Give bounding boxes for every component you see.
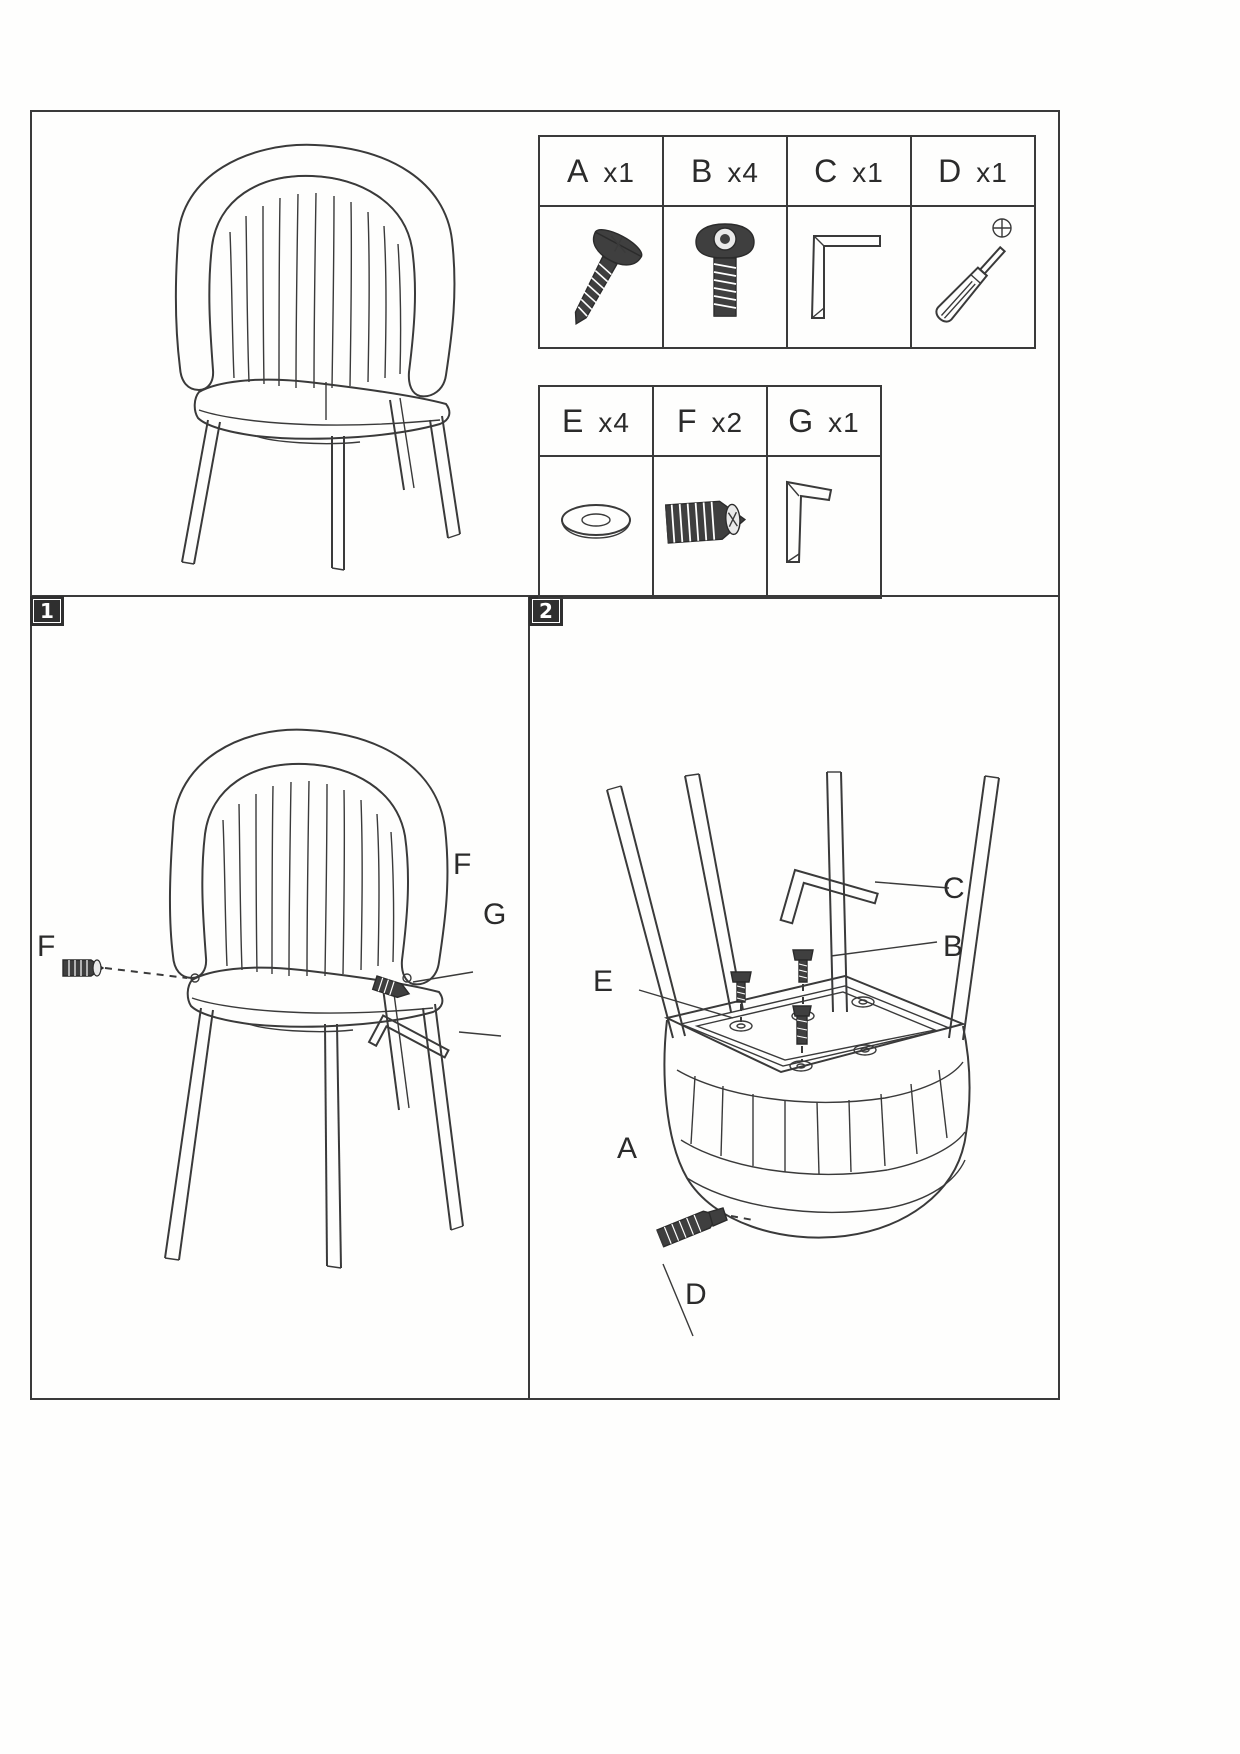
part-id-b: B: [691, 152, 714, 189]
callout-label-e: E: [593, 965, 614, 998]
part-id-d: D: [938, 152, 963, 189]
callout-label-g: G: [483, 898, 507, 931]
allen-key-icon: [767, 456, 881, 598]
flat-washer-icon: [539, 456, 653, 598]
part-id-c: C: [814, 152, 839, 189]
part-header-g: [767, 386, 881, 456]
part-qty-a: x1: [603, 156, 635, 188]
allen-key-icon: [787, 206, 911, 348]
callout-label-c: C: [943, 872, 965, 905]
callout-label-b: B: [943, 930, 964, 963]
part-qty-c: x1: [852, 156, 884, 188]
step-1-illustration: [37, 640, 515, 1360]
phillips-screwdriver-icon: [911, 206, 1035, 348]
part-id-g: G: [788, 402, 815, 439]
part-qty-e: x4: [598, 406, 630, 438]
table-row-icons: [539, 206, 1035, 348]
hardware-table-top: [538, 135, 1036, 349]
flat-head-bolt-icon: [653, 456, 767, 598]
part-id-a: A: [567, 152, 590, 189]
step-2-number: 2: [539, 599, 553, 623]
part-qty-f: x2: [711, 406, 744, 438]
part-id-e: E: [562, 402, 585, 439]
callout-label-f-left: F: [37, 930, 56, 963]
part-header-e: [539, 386, 653, 456]
callout-label-a: A: [617, 1132, 638, 1165]
part-qty-b: x4: [727, 156, 759, 188]
table-row-icons: [539, 456, 881, 598]
part-header-d: [911, 136, 1035, 206]
step-badge-1: [30, 596, 64, 626]
hardware-table-bottom: [538, 385, 882, 599]
callout-label-f-right: F: [453, 848, 472, 881]
part-qty-d: x1: [976, 156, 1008, 188]
table-row-headers: [539, 136, 1035, 206]
part-qty-g: x1: [828, 406, 860, 438]
part-header-a: [539, 136, 663, 206]
part-header-c: [787, 136, 911, 206]
socket-button-head-bolt-icon: [663, 206, 787, 348]
step-1-number: 1: [40, 599, 54, 623]
part-id-f: F: [676, 402, 698, 439]
assembled-chair-illustration: [60, 120, 510, 590]
phillips-pan-head-screw-icon: [539, 206, 663, 348]
table-row-headers: [539, 386, 881, 456]
part-header-b: [663, 136, 787, 206]
callout-label-d: D: [685, 1278, 707, 1311]
vertical-divider: [528, 595, 530, 1400]
step-2-illustration: [545, 620, 1045, 1380]
part-header-f: [653, 386, 767, 456]
